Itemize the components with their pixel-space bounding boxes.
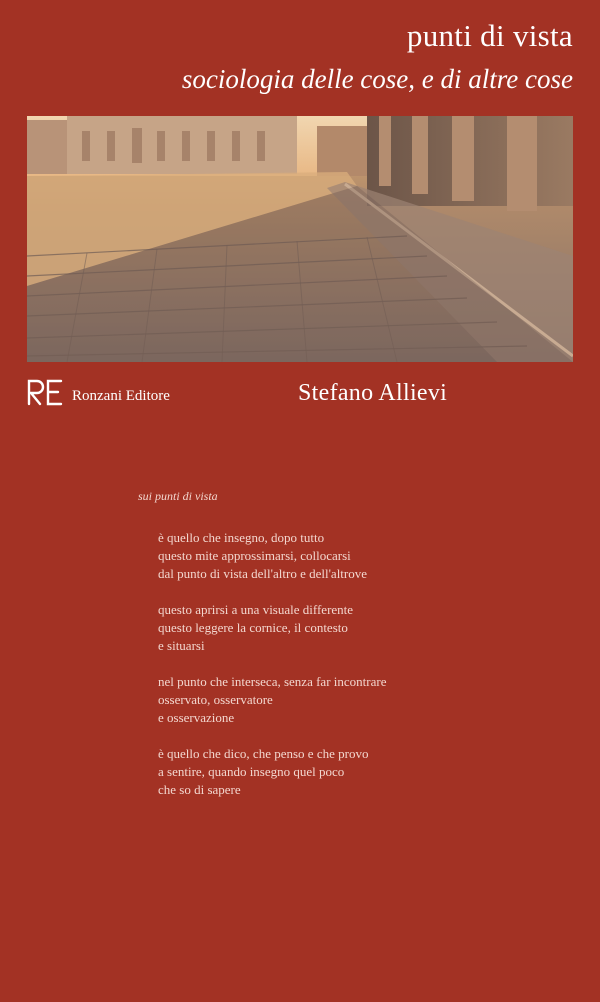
poem-line: e osservazione <box>158 710 235 725</box>
poem-heading: sui punti di vista <box>138 489 218 503</box>
poem-line: che so di sapere <box>158 782 241 797</box>
poem-line: è quello che dico, che penso e che provo <box>158 746 369 761</box>
poem-line: nel punto che interseca, senza far incontrare <box>158 674 387 689</box>
poem-line: questo aprirsi a una visuale differente <box>158 602 354 617</box>
poem-stanza <box>158 673 518 727</box>
poem-stanza <box>158 601 518 655</box>
poem-line: a sentire, quando insegno quel poco <box>158 764 345 779</box>
poem <box>138 487 518 817</box>
book-subtitle: sociologia delle cose, e di altre cose <box>181 64 573 94</box>
poem-line: osservato, osservatore <box>158 692 273 707</box>
book-title: punti di vista <box>406 18 573 53</box>
poem-line: è quello che insegno, dopo tutto <box>158 530 325 545</box>
author-name: Stefano Allievi <box>298 380 448 406</box>
poem-line: e situarsi <box>158 638 205 653</box>
poem-stanza <box>158 529 518 583</box>
poem-line: dal punto di vista dell'altro e dell'altrove <box>158 566 368 581</box>
publisher-name: Ronzani Editore <box>72 388 170 404</box>
publisher-logo <box>27 378 63 406</box>
poem-line: questo mite approssimarsi, collocarsi <box>158 548 351 563</box>
cover-photo <box>27 116 573 362</box>
poem-line: questo leggere la cornice, il contesto <box>158 620 348 635</box>
poem-stanza <box>158 745 518 799</box>
